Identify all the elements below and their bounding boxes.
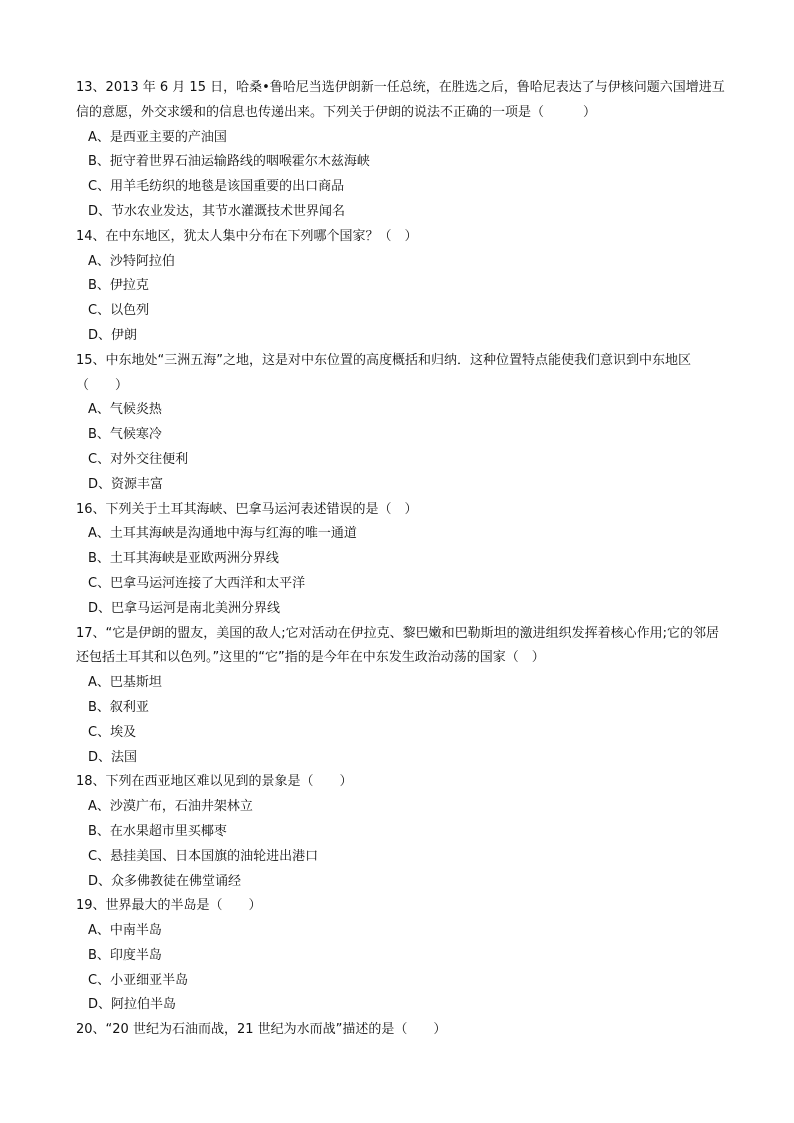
question-stem: 20、“20 世纪为石油而战，21 世纪为水而战”描述的是（ ）: [76, 1022, 447, 1038]
question-19: [76, 894, 726, 1018]
option-a: A、是西亚主要的产油国: [88, 129, 227, 145]
option-a: A、沙特阿拉伯: [88, 253, 175, 269]
option-b: B、土耳其海峡是亚欧两洲分界线: [88, 551, 279, 567]
question-stem: 17、“它是伊朗的盟友，美国的敌人;它对活动在伊拉克、黎巴嫩和巴勒斯坦的激进组织发挥着核心作用;它的邻居还包括土耳其和以色列。”这里的“它”指的是今年在中东发生政治动荡的国家（ ）: [76, 625, 720, 666]
option-d: D、节水农业发达，其节水灌溉技术世界闻名: [88, 203, 346, 219]
option-c: C、埃及: [88, 724, 137, 740]
option-a: A、沙漠广布，石油井架林立: [88, 799, 253, 815]
option-d: D、巴拿马运河是南北美洲分界线: [88, 600, 281, 616]
option-c: C、对外交往便利: [88, 451, 189, 467]
option-a: A、巴基斯坦: [88, 675, 162, 691]
option-b: B、扼守着世界石油运输路线的咽喉霍尔木兹海峡: [88, 154, 370, 170]
option-b: B、在水果超市里买椰枣: [88, 823, 227, 839]
question-stem: 18、下列在西亚地区难以见到的景象是（ ）: [76, 774, 353, 790]
option-a: A、中南半岛: [88, 923, 162, 939]
option-b: B、气候寒冷: [88, 427, 162, 443]
option-b: B、叙利亚: [88, 699, 149, 715]
option-d: D、法国: [88, 749, 138, 765]
option-c: C、悬挂美国、日本国旗的油轮进出港口: [88, 848, 319, 864]
question-16: [76, 498, 726, 622]
option-d: D、资源丰富: [88, 476, 164, 492]
question-stem: 14、在中东地区，犹太人集中分布在下列哪个国家？（ ）: [76, 228, 418, 244]
option-c: C、巴拿马运河连接了大西洋和太平洋: [88, 575, 306, 591]
question-stem: 15、中东地处“三洲五海”之地，这是对中东位置的高度概括和归纳．这种位置特点能使我们意识到中东地区（ ）: [76, 352, 692, 393]
option-d: D、伊朗: [88, 327, 138, 343]
option-b: B、印度半岛: [88, 947, 162, 963]
question-stem: 16、下列关于土耳其海峡、巴拿马运河表述错误的是（ ）: [76, 501, 418, 517]
option-c: C、小亚细亚半岛: [88, 972, 189, 988]
question-20: [76, 1018, 726, 1043]
option-c: C、用羊毛纺织的地毯是该国重要的出口商品: [88, 179, 345, 195]
question-15: [76, 349, 726, 498]
question-17: [76, 622, 726, 771]
question-18: [76, 770, 726, 894]
option-d: D、阿拉伯半岛: [88, 997, 177, 1013]
question-stem: 13、2013 年 6 月 15 日，哈桑•鲁哈尼当选伊朗新一任总统，在胜选之后，鲁哈尼表达了与伊核问题六国增进互信的意愿，外交求缓和的信息也传递出来。下列关于伊朗的说法不正确的一项是（ ）: [76, 80, 725, 120]
option-b: B、伊拉克: [88, 278, 149, 294]
option-a: A、土耳其海峡是沟通地中海与红海的唯一通道: [88, 526, 357, 542]
question-list: [76, 76, 726, 1043]
question-13: [76, 76, 726, 225]
question-stem: 19、世界最大的半岛是（ ）: [76, 898, 262, 914]
question-14: [76, 225, 726, 349]
option-c: C、以色列: [88, 303, 150, 319]
option-d: D、众多佛教徒在佛堂诵经: [88, 873, 242, 889]
option-a: A、气候炎热: [88, 402, 162, 418]
